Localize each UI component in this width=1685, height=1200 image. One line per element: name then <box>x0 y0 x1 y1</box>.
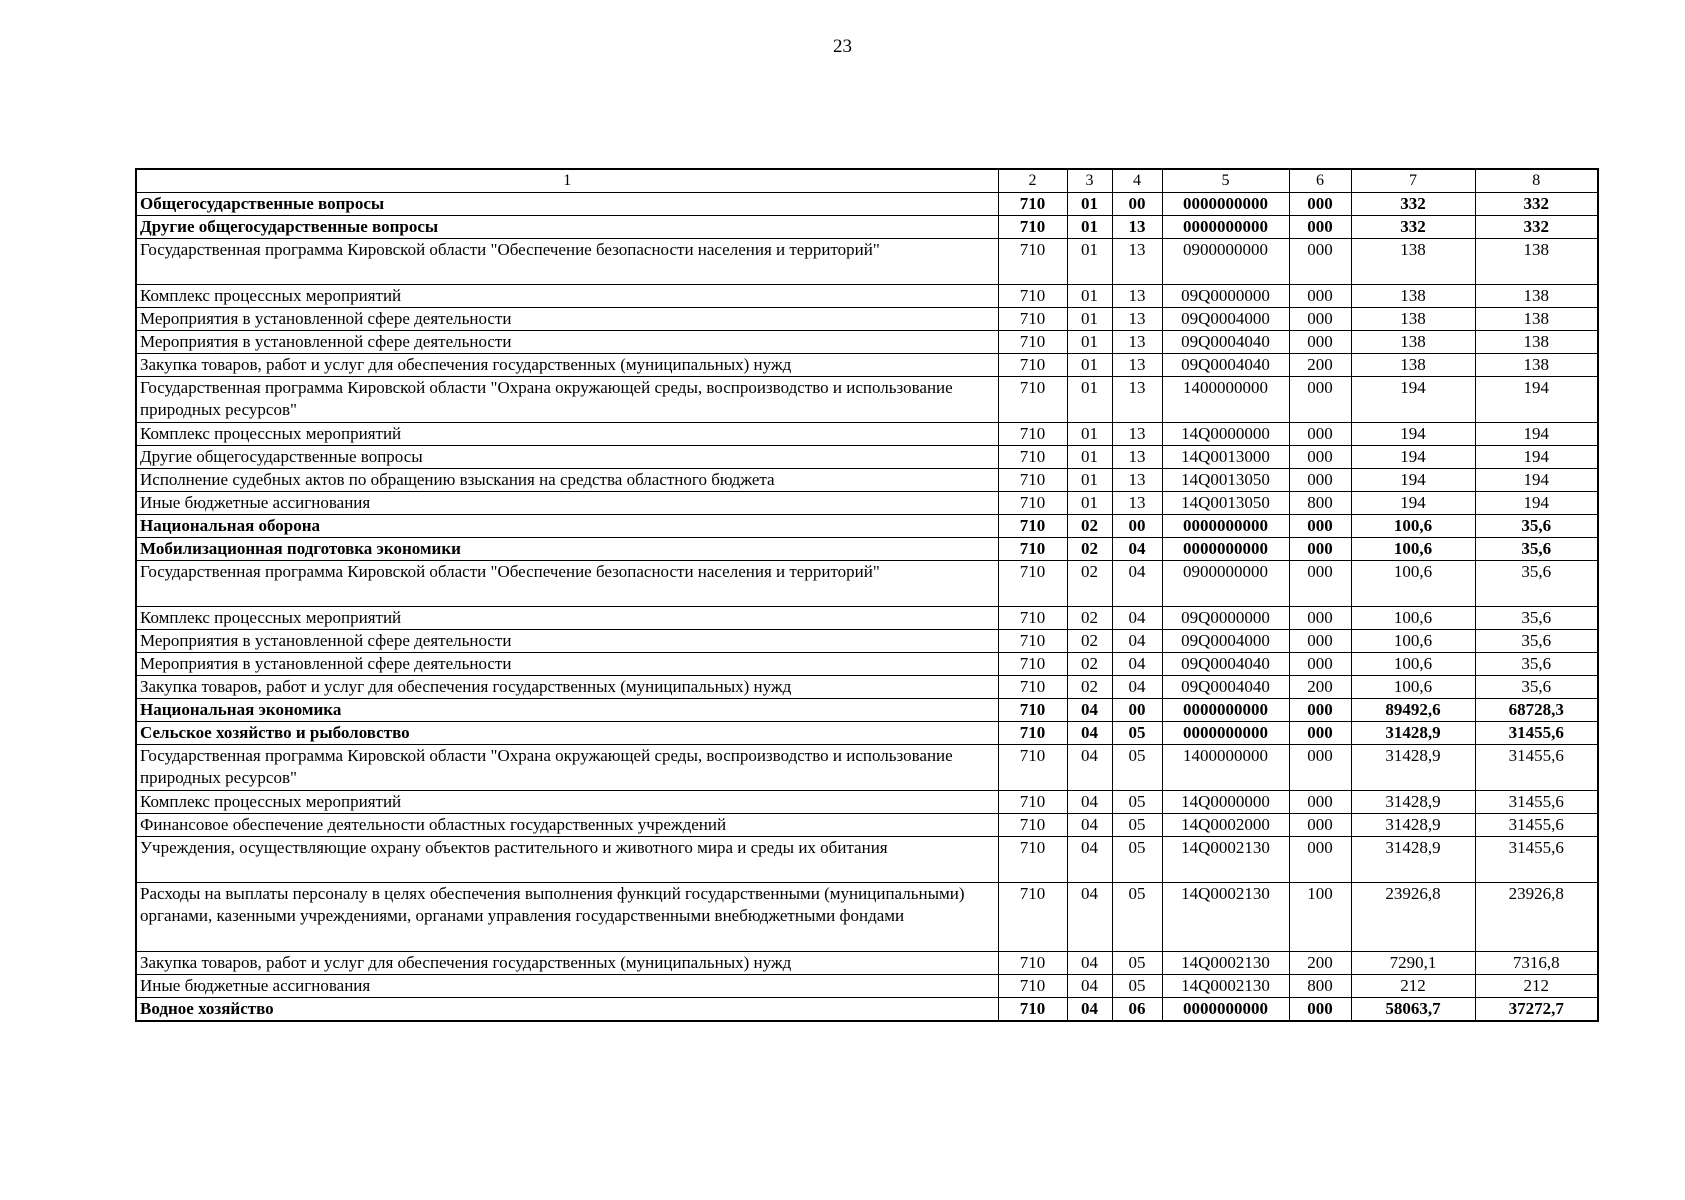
table-row <box>136 492 1598 515</box>
row-col-3: 04 <box>1067 699 1112 722</box>
row-col-3: 04 <box>1067 883 1112 952</box>
row-name: Другие общегосударственные вопросы <box>136 446 998 469</box>
row-col-4: 04 <box>1112 676 1162 699</box>
table-row <box>136 653 1598 676</box>
row-col-3: 01 <box>1067 446 1112 469</box>
row-col-5: 09Q0000000 <box>1162 607 1289 630</box>
row-col-3: 02 <box>1067 607 1112 630</box>
row-col-7: 332 <box>1351 216 1475 239</box>
row-col-6: 000 <box>1289 538 1351 561</box>
row-col-3: 01 <box>1067 285 1112 308</box>
row-col-8: 35,6 <box>1475 653 1598 676</box>
row-col-5: 09Q0004040 <box>1162 331 1289 354</box>
row-col-2: 710 <box>998 239 1067 285</box>
row-col-7: 100,6 <box>1351 515 1475 538</box>
table-row <box>136 423 1598 446</box>
row-name: Закупка товаров, работ и услуг для обеспечения государственных (муниципальных) нужд <box>136 952 998 975</box>
row-col-2: 710 <box>998 538 1067 561</box>
table-row <box>136 607 1598 630</box>
row-col-8: 194 <box>1475 492 1598 515</box>
row-col-6: 000 <box>1289 607 1351 630</box>
row-col-8: 194 <box>1475 446 1598 469</box>
table-row <box>136 354 1598 377</box>
row-col-4: 05 <box>1112 952 1162 975</box>
row-col-2: 710 <box>998 377 1067 423</box>
row-col-3: 04 <box>1067 745 1112 791</box>
row-col-5: 1400000000 <box>1162 745 1289 791</box>
row-col-2: 710 <box>998 883 1067 952</box>
row-col-5: 0000000000 <box>1162 193 1289 216</box>
row-name: Водное хозяйство <box>136 998 998 1022</box>
row-col-4: 04 <box>1112 561 1162 607</box>
row-col-3: 01 <box>1067 469 1112 492</box>
row-name: Комплекс процессных мероприятий <box>136 423 998 446</box>
row-col-3: 02 <box>1067 676 1112 699</box>
row-col-8: 194 <box>1475 469 1598 492</box>
row-col-7: 31428,9 <box>1351 814 1475 837</box>
header-col-2: 2 <box>998 169 1067 193</box>
row-col-6: 000 <box>1289 561 1351 607</box>
row-col-2: 710 <box>998 308 1067 331</box>
row-col-4: 13 <box>1112 492 1162 515</box>
row-name: Мероприятия в установленной сфере деятельности <box>136 653 998 676</box>
row-col-3: 04 <box>1067 837 1112 883</box>
row-col-8: 194 <box>1475 423 1598 446</box>
row-col-6: 000 <box>1289 998 1351 1022</box>
row-col-8: 31455,6 <box>1475 814 1598 837</box>
row-col-7: 194 <box>1351 492 1475 515</box>
row-col-2: 710 <box>998 653 1067 676</box>
row-name: Государственная программа Кировской области "Обеспечение безопасности населения и территорий" <box>136 561 998 607</box>
row-col-8: 138 <box>1475 331 1598 354</box>
table-row <box>136 837 1598 883</box>
row-col-5: 0000000000 <box>1162 722 1289 745</box>
row-col-5: 09Q0004040 <box>1162 354 1289 377</box>
row-col-3: 02 <box>1067 630 1112 653</box>
row-name: Мероприятия в установленной сфере деятельности <box>136 630 998 653</box>
row-col-6: 000 <box>1289 791 1351 814</box>
row-col-4: 13 <box>1112 285 1162 308</box>
row-col-6: 000 <box>1289 216 1351 239</box>
row-col-4: 05 <box>1112 975 1162 998</box>
row-col-5: 14Q0013000 <box>1162 446 1289 469</box>
row-col-3: 01 <box>1067 216 1112 239</box>
budget-table-container <box>135 168 1597 1022</box>
row-col-8: 138 <box>1475 354 1598 377</box>
row-col-3: 01 <box>1067 239 1112 285</box>
row-col-6: 800 <box>1289 975 1351 998</box>
row-col-7: 31428,9 <box>1351 745 1475 791</box>
row-col-2: 710 <box>998 837 1067 883</box>
header-col-6: 6 <box>1289 169 1351 193</box>
row-col-4: 13 <box>1112 446 1162 469</box>
row-name: Комплекс процессных мероприятий <box>136 607 998 630</box>
row-col-7: 100,6 <box>1351 653 1475 676</box>
table-row <box>136 630 1598 653</box>
row-col-3: 01 <box>1067 193 1112 216</box>
row-col-6: 000 <box>1289 308 1351 331</box>
row-col-8: 332 <box>1475 193 1598 216</box>
row-name: Мобилизационная подготовка экономики <box>136 538 998 561</box>
row-col-7: 332 <box>1351 193 1475 216</box>
row-col-5: 14Q0000000 <box>1162 791 1289 814</box>
header-col-4: 4 <box>1112 169 1162 193</box>
row-col-8: 23926,8 <box>1475 883 1598 952</box>
row-col-5: 14Q0002130 <box>1162 952 1289 975</box>
table-row <box>136 952 1598 975</box>
row-col-4: 05 <box>1112 791 1162 814</box>
row-col-4: 13 <box>1112 469 1162 492</box>
row-name: Исполнение судебных актов по обращению взыскания на средства областного бюджета <box>136 469 998 492</box>
row-col-4: 00 <box>1112 193 1162 216</box>
table-row <box>136 193 1598 216</box>
row-col-5: 14Q0002130 <box>1162 837 1289 883</box>
row-col-5: 14Q0000000 <box>1162 423 1289 446</box>
row-col-3: 01 <box>1067 331 1112 354</box>
row-name: Учреждения, осуществляющие охрану объектов растительного и животного мира и среды их обитания <box>136 837 998 883</box>
row-col-3: 04 <box>1067 998 1112 1022</box>
table-row <box>136 377 1598 423</box>
row-col-3: 02 <box>1067 561 1112 607</box>
row-col-5: 09Q0004040 <box>1162 653 1289 676</box>
header-col-8: 8 <box>1475 169 1598 193</box>
row-name: Сельское хозяйство и рыболовство <box>136 722 998 745</box>
row-col-4: 04 <box>1112 653 1162 676</box>
row-col-8: 31455,6 <box>1475 745 1598 791</box>
table-row <box>136 722 1598 745</box>
row-col-8: 31455,6 <box>1475 837 1598 883</box>
row-col-3: 02 <box>1067 515 1112 538</box>
budget-table <box>135 168 1599 1022</box>
row-col-2: 710 <box>998 216 1067 239</box>
row-col-8: 138 <box>1475 285 1598 308</box>
table-row <box>136 745 1598 791</box>
row-col-5: 0000000000 <box>1162 998 1289 1022</box>
table-row <box>136 446 1598 469</box>
row-col-3: 04 <box>1067 952 1112 975</box>
row-col-4: 06 <box>1112 998 1162 1022</box>
row-col-8: 31455,6 <box>1475 722 1598 745</box>
row-col-4: 13 <box>1112 377 1162 423</box>
row-col-6: 200 <box>1289 354 1351 377</box>
row-col-2: 710 <box>998 423 1067 446</box>
row-col-4: 13 <box>1112 308 1162 331</box>
row-col-4: 13 <box>1112 423 1162 446</box>
row-col-8: 35,6 <box>1475 515 1598 538</box>
row-col-4: 04 <box>1112 607 1162 630</box>
row-name: Иные бюджетные ассигнования <box>136 492 998 515</box>
table-row <box>136 791 1598 814</box>
row-name: Закупка товаров, работ и услуг для обеспечения государственных (муниципальных) нужд <box>136 676 998 699</box>
row-col-2: 710 <box>998 354 1067 377</box>
row-col-7: 100,6 <box>1351 630 1475 653</box>
row-col-3: 01 <box>1067 377 1112 423</box>
row-name: Национальная экономика <box>136 699 998 722</box>
table-row <box>136 239 1598 285</box>
row-col-7: 100,6 <box>1351 676 1475 699</box>
row-col-5: 09Q0004040 <box>1162 676 1289 699</box>
row-col-7: 138 <box>1351 308 1475 331</box>
table-row <box>136 308 1598 331</box>
row-col-7: 138 <box>1351 354 1475 377</box>
table-row <box>136 285 1598 308</box>
row-col-7: 100,6 <box>1351 607 1475 630</box>
row-col-7: 194 <box>1351 377 1475 423</box>
row-col-6: 000 <box>1289 239 1351 285</box>
row-col-4: 13 <box>1112 216 1162 239</box>
row-col-6: 000 <box>1289 745 1351 791</box>
row-col-5: 0000000000 <box>1162 515 1289 538</box>
row-name: Иные бюджетные ассигнования <box>136 975 998 998</box>
row-col-4: 05 <box>1112 722 1162 745</box>
row-col-7: 138 <box>1351 239 1475 285</box>
row-col-2: 710 <box>998 699 1067 722</box>
row-col-7: 31428,9 <box>1351 837 1475 883</box>
row-col-3: 02 <box>1067 538 1112 561</box>
row-col-7: 100,6 <box>1351 561 1475 607</box>
row-col-2: 710 <box>998 561 1067 607</box>
row-col-8: 35,6 <box>1475 538 1598 561</box>
row-col-3: 04 <box>1067 722 1112 745</box>
row-col-4: 04 <box>1112 538 1162 561</box>
row-name: Национальная оборона <box>136 515 998 538</box>
row-col-5: 14Q0013050 <box>1162 469 1289 492</box>
row-col-4: 05 <box>1112 837 1162 883</box>
row-col-6: 200 <box>1289 952 1351 975</box>
table-row <box>136 975 1598 998</box>
row-col-5: 09Q0000000 <box>1162 285 1289 308</box>
row-col-3: 01 <box>1067 423 1112 446</box>
row-col-4: 13 <box>1112 239 1162 285</box>
row-col-2: 710 <box>998 492 1067 515</box>
row-name: Другие общегосударственные вопросы <box>136 216 998 239</box>
row-col-2: 710 <box>998 331 1067 354</box>
row-col-2: 710 <box>998 676 1067 699</box>
row-col-2: 710 <box>998 446 1067 469</box>
row-col-3: 04 <box>1067 791 1112 814</box>
row-col-7: 89492,6 <box>1351 699 1475 722</box>
row-col-7: 138 <box>1351 285 1475 308</box>
row-col-4: 13 <box>1112 354 1162 377</box>
row-col-3: 01 <box>1067 492 1112 515</box>
row-name: Финансовое обеспечение деятельности областных государственных учреждений <box>136 814 998 837</box>
row-name: Комплекс процессных мероприятий <box>136 791 998 814</box>
row-col-4: 00 <box>1112 699 1162 722</box>
row-col-8: 332 <box>1475 216 1598 239</box>
row-col-2: 710 <box>998 193 1067 216</box>
row-col-6: 000 <box>1289 630 1351 653</box>
row-col-2: 710 <box>998 998 1067 1022</box>
row-col-6: 000 <box>1289 377 1351 423</box>
row-col-5: 1400000000 <box>1162 377 1289 423</box>
row-col-2: 710 <box>998 515 1067 538</box>
row-col-5: 0000000000 <box>1162 216 1289 239</box>
row-col-8: 35,6 <box>1475 607 1598 630</box>
row-name: Мероприятия в установленной сфере деятельности <box>136 331 998 354</box>
row-col-5: 0000000000 <box>1162 699 1289 722</box>
row-col-6: 000 <box>1289 814 1351 837</box>
row-col-6: 000 <box>1289 699 1351 722</box>
header-col-3: 3 <box>1067 169 1112 193</box>
table-header-row <box>136 169 1598 193</box>
row-col-7: 138 <box>1351 331 1475 354</box>
row-col-5: 0900000000 <box>1162 239 1289 285</box>
row-col-5: 0900000000 <box>1162 561 1289 607</box>
row-col-5: 09Q0004000 <box>1162 630 1289 653</box>
table-row <box>136 998 1598 1022</box>
row-col-6: 000 <box>1289 515 1351 538</box>
table-row <box>136 814 1598 837</box>
row-col-2: 710 <box>998 607 1067 630</box>
row-col-8: 7316,8 <box>1475 952 1598 975</box>
row-col-8: 212 <box>1475 975 1598 998</box>
row-col-5: 09Q0004000 <box>1162 308 1289 331</box>
row-col-3: 04 <box>1067 814 1112 837</box>
row-col-6: 000 <box>1289 285 1351 308</box>
row-name: Государственная программа Кировской области "Обеспечение безопасности населения и территорий" <box>136 239 998 285</box>
table-row <box>136 515 1598 538</box>
row-col-6: 000 <box>1289 653 1351 676</box>
row-col-2: 710 <box>998 975 1067 998</box>
header-col-7: 7 <box>1351 169 1475 193</box>
row-col-2: 710 <box>998 814 1067 837</box>
header-col-1: 1 <box>136 169 998 193</box>
row-col-8: 31455,6 <box>1475 791 1598 814</box>
row-col-6: 000 <box>1289 722 1351 745</box>
row-col-8: 138 <box>1475 239 1598 285</box>
row-col-2: 710 <box>998 469 1067 492</box>
row-col-7: 194 <box>1351 446 1475 469</box>
table-row <box>136 883 1598 952</box>
row-col-7: 23926,8 <box>1351 883 1475 952</box>
row-col-4: 05 <box>1112 745 1162 791</box>
row-col-6: 000 <box>1289 423 1351 446</box>
row-col-7: 194 <box>1351 469 1475 492</box>
row-col-8: 194 <box>1475 377 1598 423</box>
row-col-6: 000 <box>1289 193 1351 216</box>
row-col-8: 35,6 <box>1475 561 1598 607</box>
row-col-3: 01 <box>1067 308 1112 331</box>
row-col-7: 194 <box>1351 423 1475 446</box>
row-col-2: 710 <box>998 952 1067 975</box>
row-col-3: 02 <box>1067 653 1112 676</box>
row-col-8: 35,6 <box>1475 676 1598 699</box>
row-name: Комплекс процессных мероприятий <box>136 285 998 308</box>
row-name: Закупка товаров, работ и услуг для обеспечения государственных (муниципальных) нужд <box>136 354 998 377</box>
table-row <box>136 538 1598 561</box>
header-col-5: 5 <box>1162 169 1289 193</box>
row-col-2: 710 <box>998 745 1067 791</box>
row-col-6: 800 <box>1289 492 1351 515</box>
row-name: Общегосударственные вопросы <box>136 193 998 216</box>
row-col-7: 58063,7 <box>1351 998 1475 1022</box>
table-row <box>136 676 1598 699</box>
row-col-3: 04 <box>1067 975 1112 998</box>
table-row <box>136 699 1598 722</box>
row-col-8: 35,6 <box>1475 630 1598 653</box>
row-col-3: 01 <box>1067 354 1112 377</box>
row-name: Государственная программа Кировской области "Охрана окружающей среды, воспроизводство и использование природных ресурсов" <box>136 745 998 791</box>
row-col-7: 100,6 <box>1351 538 1475 561</box>
row-name: Расходы на выплаты персоналу в целях обеспечения выполнения функций государственными (муниципальными) органами, казенными учреждениями, органами управления государственными внебюджетными фондами <box>136 883 998 952</box>
row-col-7: 31428,9 <box>1351 722 1475 745</box>
row-col-6: 000 <box>1289 446 1351 469</box>
row-col-6: 000 <box>1289 837 1351 883</box>
row-col-8: 68728,3 <box>1475 699 1598 722</box>
row-name: Государственная программа Кировской области "Охрана окружающей среды, воспроизводство и использование природных ресурсов" <box>136 377 998 423</box>
row-col-6: 100 <box>1289 883 1351 952</box>
row-col-7: 212 <box>1351 975 1475 998</box>
row-col-5: 14Q0002130 <box>1162 883 1289 952</box>
row-col-5: 14Q0002130 <box>1162 975 1289 998</box>
row-col-2: 710 <box>998 722 1067 745</box>
row-col-5: 14Q0002000 <box>1162 814 1289 837</box>
table-row <box>136 216 1598 239</box>
row-col-7: 7290,1 <box>1351 952 1475 975</box>
page-number: 23 <box>833 36 852 57</box>
row-col-8: 37272,7 <box>1475 998 1598 1022</box>
table-row <box>136 561 1598 607</box>
table-row <box>136 469 1598 492</box>
row-col-6: 000 <box>1289 469 1351 492</box>
row-col-4: 05 <box>1112 883 1162 952</box>
row-name: Мероприятия в установленной сфере деятельности <box>136 308 998 331</box>
row-col-2: 710 <box>998 791 1067 814</box>
row-col-7: 31428,9 <box>1351 791 1475 814</box>
row-col-2: 710 <box>998 285 1067 308</box>
row-col-5: 0000000000 <box>1162 538 1289 561</box>
row-col-6: 000 <box>1289 331 1351 354</box>
row-col-4: 00 <box>1112 515 1162 538</box>
row-col-4: 04 <box>1112 630 1162 653</box>
row-col-5: 14Q0013050 <box>1162 492 1289 515</box>
row-col-4: 13 <box>1112 331 1162 354</box>
table-row <box>136 331 1598 354</box>
row-col-6: 200 <box>1289 676 1351 699</box>
row-col-2: 710 <box>998 630 1067 653</box>
row-col-4: 05 <box>1112 814 1162 837</box>
row-col-8: 138 <box>1475 308 1598 331</box>
